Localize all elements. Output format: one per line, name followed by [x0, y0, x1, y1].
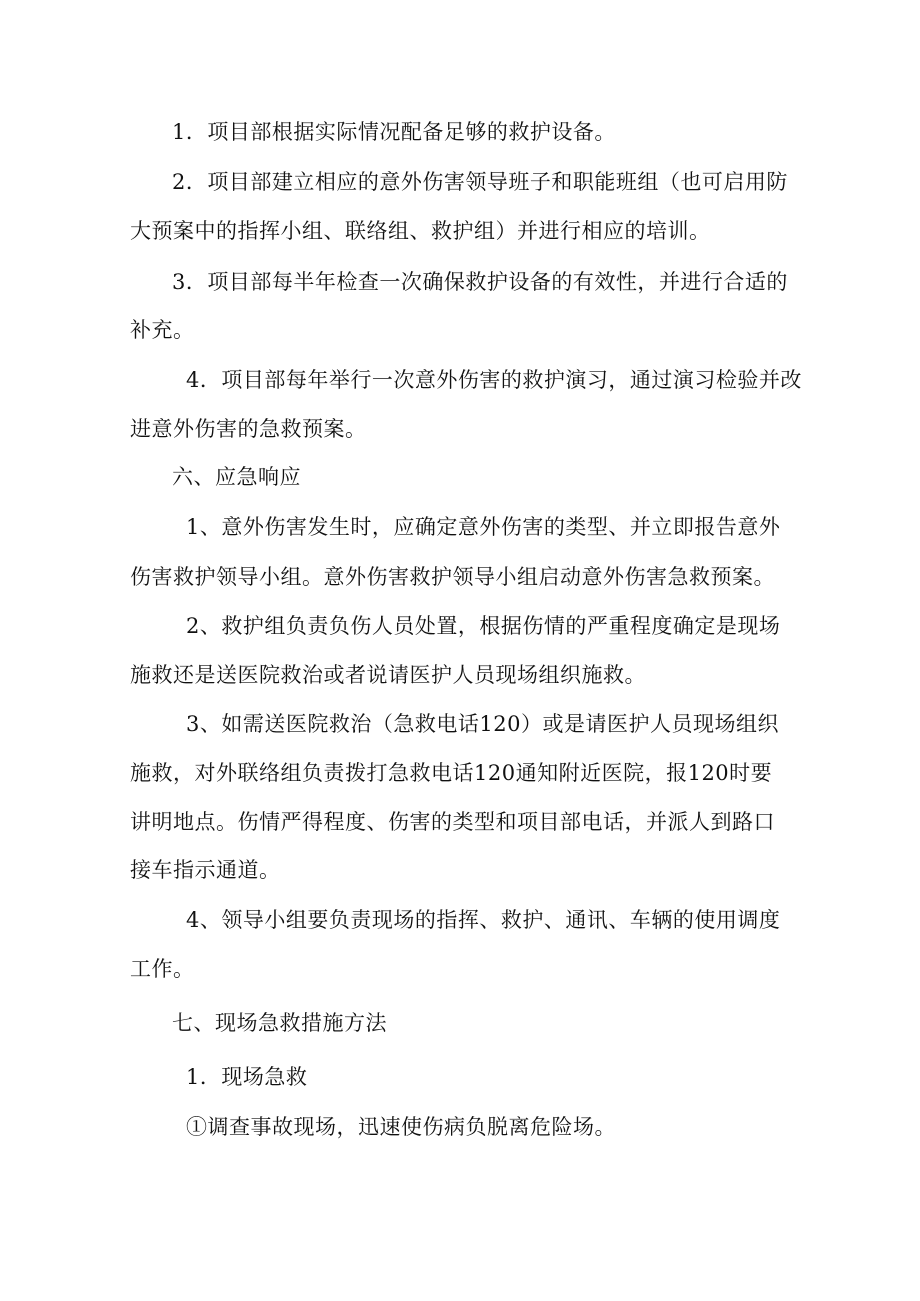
- text-line: 伤害救护领导小组。意外伤害救护领导小组启动意外伤害急救预案。: [130, 565, 775, 589]
- text-line: 工作。: [130, 957, 195, 981]
- text-line: 补充。: [130, 318, 195, 342]
- text-line: 3、如需送医院救治（急救电话120）或是请医护人员现场组织: [186, 712, 779, 736]
- section-heading: 七、现场急救措施方法: [172, 1011, 387, 1035]
- text-line: 讲明地点。伤情严得程度、伤害的类型和项目部电话，并派人到路口: [130, 810, 775, 834]
- text-line: 1、意外伤害发生时，应确定意外伤害的类型、并立即报告意外: [186, 515, 781, 539]
- text-line: 4．项目部每年举行一次意外伤害的救护演习，通过演习检验并改: [186, 368, 802, 392]
- text-line: 接车指示通道。: [130, 858, 281, 882]
- text-line: 1．项目部根据实际情况配备足够的救护设备。: [172, 120, 616, 144]
- text-line: ①调查事故现场，迅速使伤病负脱离危险场。: [186, 1115, 616, 1139]
- text-line: 进意外伤害的急救预案。: [130, 417, 367, 441]
- text-line: 3．项目部每半年检查一次确保救护设备的有效性，并进行合适的: [172, 270, 788, 294]
- text-line: 4、领导小组要负责现场的指挥、救护、通讯、车辆的使用调度: [186, 908, 781, 932]
- section-heading: 六、应急响应: [172, 465, 301, 489]
- subsection-heading: 1．现场急救: [186, 1065, 308, 1089]
- text-line: 施救还是送医院救治或者说请医护人员现场组织施救。: [130, 663, 646, 687]
- text-line: 2．项目部建立相应的意外伤害领导班子和职能班组（也可启用防: [172, 170, 788, 194]
- text-line: 大预案中的指挥小组、联络组、救护组）并进行相应的培训。: [130, 219, 711, 243]
- text-line: 2、救护组负责负伤人员处置，根据伤情的严重程度确定是现场: [186, 614, 781, 638]
- text-line: 施救，对外联络组负责拨打急救电话120通知附近医院，报120时要: [130, 761, 773, 785]
